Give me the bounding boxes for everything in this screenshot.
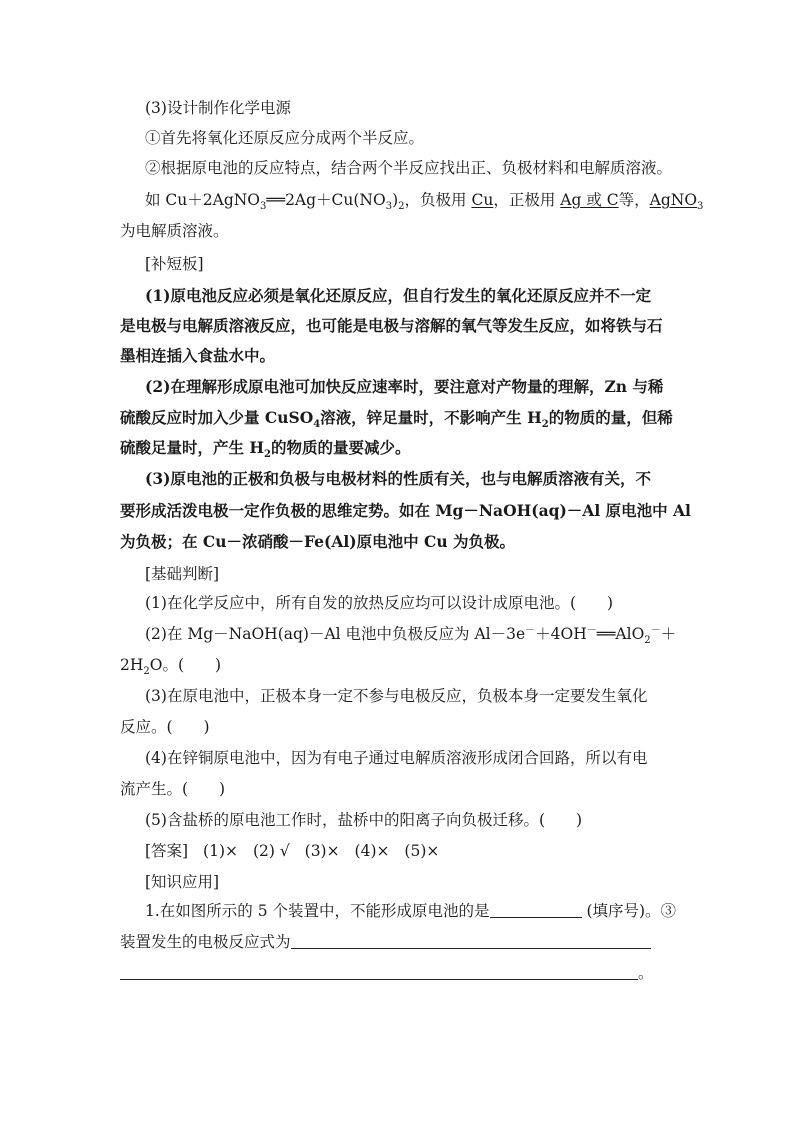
- question-2-line2: $2H_2O$。( ): [120, 656, 222, 678]
- answer-2: (2) √: [252, 842, 290, 860]
- fill-blank-3[interactable]: [120, 963, 638, 980]
- supp-p2-line2: 硫酸反应时加入少量 CuSO$_4$溶液，锌足量时，不影响产生 $H_2$的物质的量，但稀: [120, 408, 673, 431]
- supp-p3-line1: (3)原电池的正极和负极与电极材料的性质有关，也与电解质溶液有关，不: [145, 469, 651, 488]
- supp-p1-line2: 是电极与电解质溶液反应，也可能是电极与溶解的氧气等发生反应，如将铁与石: [120, 316, 663, 335]
- question-5: (5)含盐桥的原电池工作时，盐桥中的阳离子向负极迁移。( ): [145, 811, 583, 829]
- application-q1-line2: 装置发生的电极反应式为: [120, 932, 651, 952]
- step-2: ②根据原电池的反应特点，结合两个半反应找出正、负极材料和电解质溶液。: [145, 159, 673, 177]
- answer-label: [答案]: [145, 842, 189, 860]
- supp-p1-line1: (1)原电池反应必须是氧化还原反应，但自行发生的氧化还原反应并不一定: [145, 286, 651, 305]
- answer-4: (4)×: [354, 842, 390, 860]
- answer-line: [145, 841, 449, 861]
- application-q1-line1: 1.在如图所示的 5 个装置中，不能形成原电池的是 (填序号)。③: [145, 902, 677, 920]
- basics-heading: [基础判断]: [145, 565, 220, 583]
- supp-p2-line1: (2)在理解形成原电池可加快反应速率时，要注意对产物量的理解，Zn 与稀: [145, 377, 664, 396]
- question-3-line2: 反应。( ): [120, 718, 210, 736]
- question-2-line1: (2)在 Mg－NaOH(aq)－Al 电池中负极反应为 Al－3e－＋4OH－══AlO$_2$－＋: [145, 624, 677, 647]
- answer-5: (5)×: [404, 842, 440, 860]
- application-heading: [知识应用]: [145, 873, 220, 891]
- example-line: 如 $Cu+2AgNO_3══2Ag+Cu(NO_3)_2$，负极用 Cu，正极用 Ag 或 C等，AgNO$_3$: [145, 191, 704, 213]
- question-3-line1: (3)在原电池中，正极本身一定不参与电极反应，负极本身一定要发生氧化: [145, 687, 648, 705]
- step-1: ①首先将氧化还原反应分成两个半反应。: [145, 129, 425, 147]
- supplement-heading: [补短板]: [145, 255, 204, 273]
- question-4-line1: (4)在锌铜原电池中，因为有电子通过电解质溶液形成闭合回路，所以有电: [145, 749, 648, 767]
- answer-negative-electrode: Cu: [471, 191, 494, 209]
- supp-p1-line3: 墨相连插入食盐水中。: [120, 346, 276, 365]
- question-1: (1)在化学反应中，所有自发的放热反应均可以设计成原电池。( ): [145, 594, 614, 612]
- example-tail: 为电解质溶液。: [120, 222, 229, 240]
- answer-positive-electrode: Ag 或 C: [560, 191, 619, 209]
- section-title: (3)设计制作化学电源: [145, 99, 291, 117]
- application-q1-line3: 。: [120, 963, 654, 983]
- supp-p3-line3: 为负极；在 Cu－浓硝酸－Fe(Al)原电池中 Cu 为负极。: [120, 532, 516, 551]
- answer-1: (1)×: [203, 842, 238, 860]
- supp-p2-line3: 硫酸足量时，产生 $H_2$的物质的量要减少。: [120, 438, 411, 461]
- answer-electrolyte: AgNO$_3$: [649, 191, 704, 213]
- question-4-line2: 流产生。( ): [120, 780, 226, 798]
- fill-blank-1[interactable]: [490, 901, 582, 918]
- answer-3: (3)×: [304, 842, 340, 860]
- fill-blank-2[interactable]: [291, 932, 651, 949]
- supp-p3-line2: 要形成活泼电极一定作负极的思维定势。如在 Mg－NaOH(aq)－Al 原电池中 Al: [120, 501, 691, 520]
